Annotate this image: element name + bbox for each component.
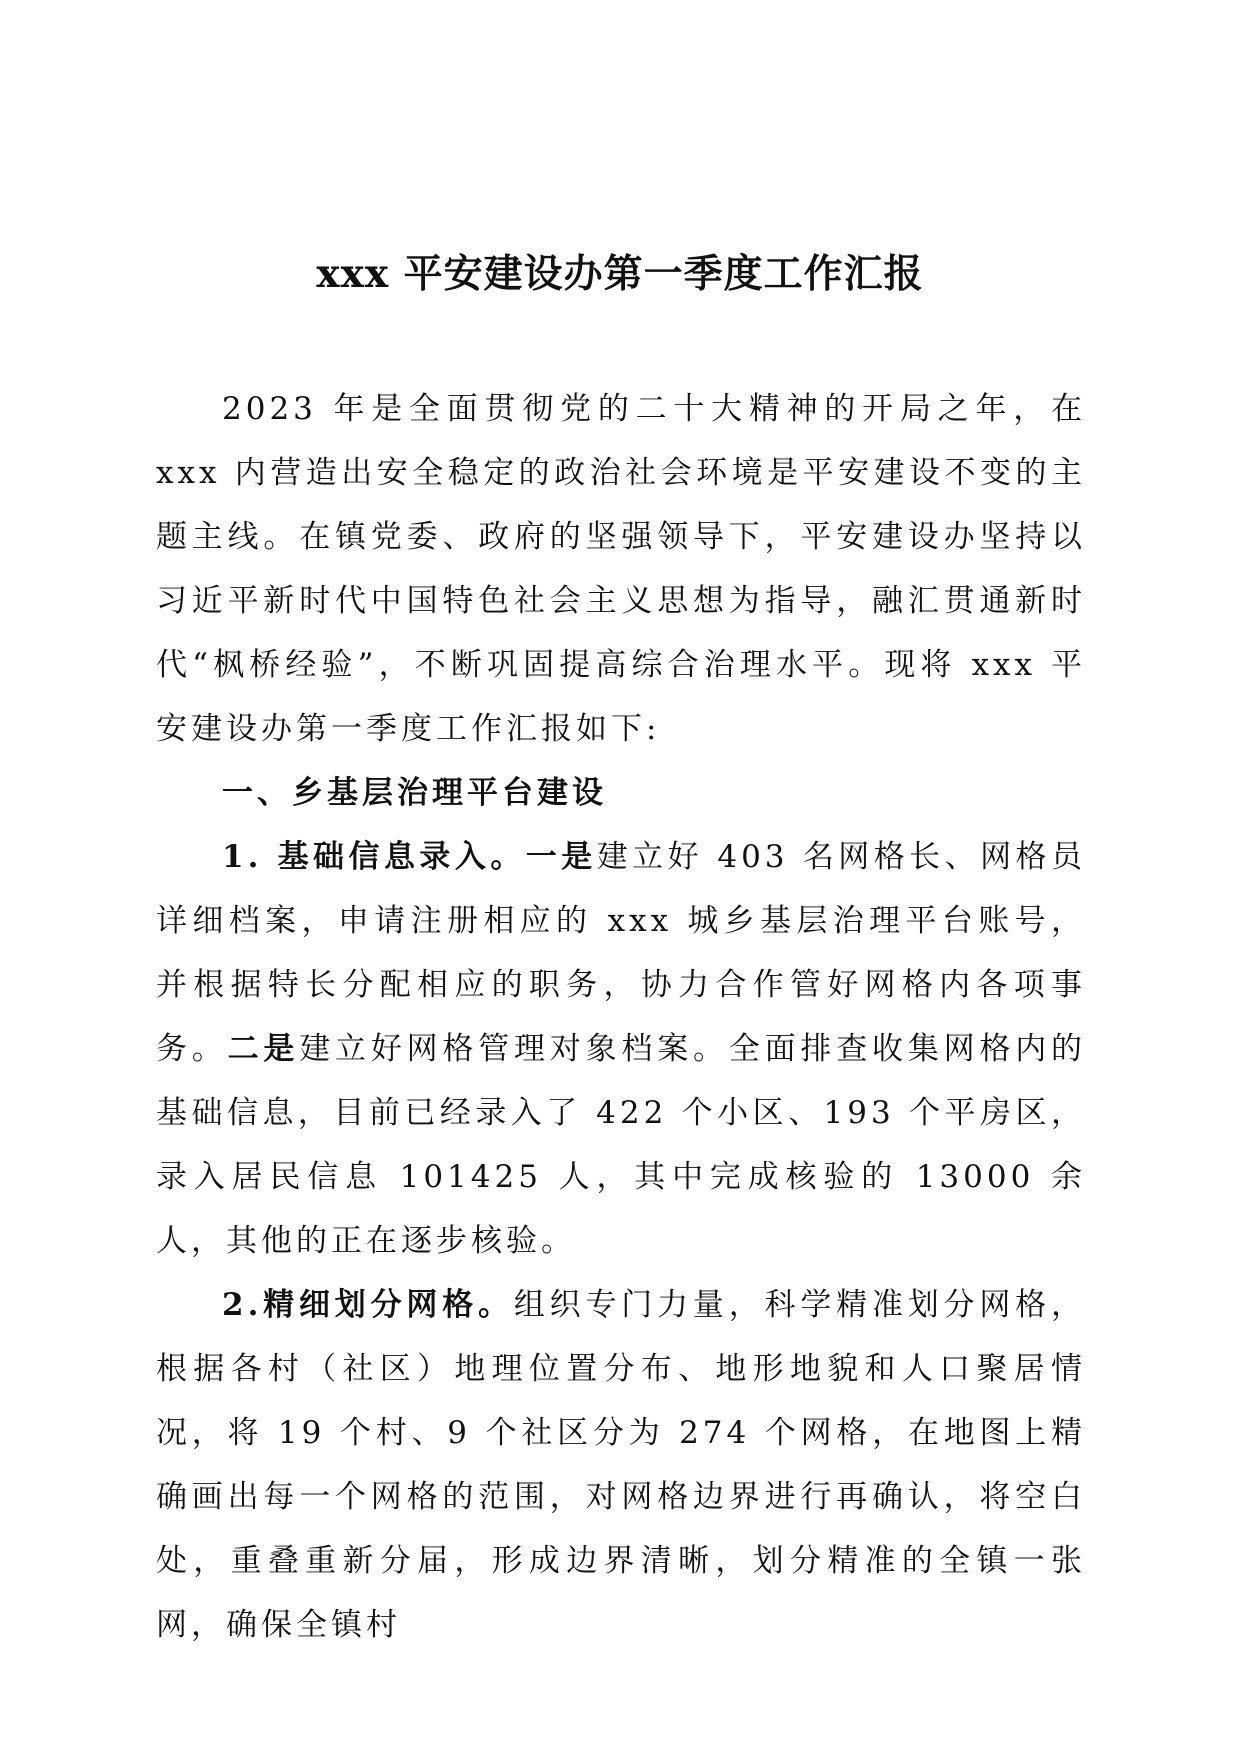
item-1-first-marker: 一是: [525, 839, 597, 875]
item-1-label: 1. 基础信息录入。: [222, 839, 526, 875]
item-2-text: 组织专门力量，科学精准划分网格，根据各村（社区）地理位置分布、地形地貌和人口聚居情况，将 19 个村、9 个社区分为 274 个网格，在地图上精确画出每一个网格的范围，对网格边界进行再确认，将空白处，重叠重新分届，形成边界清晰，划分精准的全镇一张网，确保全镇村: [156, 1287, 1086, 1643]
document-title: xxx 平安建设办第一季度工作汇报: [316, 251, 924, 297]
item-1-paragraph: [156, 825, 1086, 1273]
item-2-paragraph: [156, 1273, 1086, 1657]
item-1-second-marker: 二是: [227, 1031, 300, 1067]
intro-paragraph: 2023 年是全面贯彻党的二十大精神的开局之年，在 xxx 内营造出安全稳定的政治社会环境是平安建设不变的主题主线。在镇党委、政府的坚强领导下，平安建设办坚持以习近平新时代中国特色社会主义思想为指导，融汇贯通新时代“枫桥经验”，不断巩固提高综合治理水平。现将 xxx 平安建设办第一季度工作汇报如下:: [156, 391, 1086, 747]
item-2-label: 2.精细划分网格。: [222, 1287, 514, 1323]
document-body: [156, 377, 1086, 1657]
item-1-first-text: 建立好 403 名网格长、网格员详细档案，申请注册相应的 xxx 城乡基层治理平台账号，并根据特长分配相应的职务，协力合作管好网格内各项事务。: [156, 839, 1086, 1067]
item-1-second-text: 建立好网格管理对象档案。全面排查收集网格内的基础信息，目前已经录入了 422 个小区、193 个平房区，录入居民信息 101425 人，其中完成核验的 13000 余人，其他的正在逐步核验。: [156, 1031, 1087, 1259]
section-heading: 一、乡基层治理平台建设: [222, 775, 607, 811]
